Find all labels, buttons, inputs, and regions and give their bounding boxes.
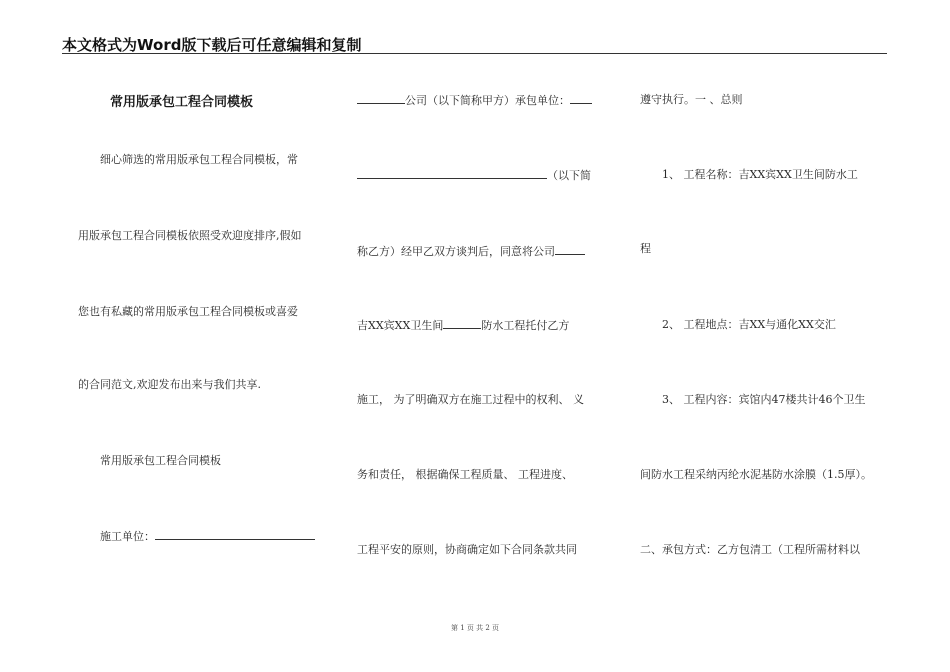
col3-line-7: 二、承包方式：乙方包清工（工程所需材料以 [640,543,860,556]
header-title: 本文格式为Word版下载后可任意编辑和复制 [62,36,362,54]
intro-line-4: 的合同范文,欢迎发布出来与我们共享. [78,378,261,391]
col2-line-7: 工程平安的原则，协商确定如下合同条款共同 [357,543,577,556]
col2-line-4-part1: 吉XX宾XX卫生间 [357,319,444,332]
col2-line-2-text: （以下简 [547,169,591,182]
col2-line-3-text: 称乙方）经甲乙双方谈判后，同意将公司 [357,245,555,258]
col3-line-3: 程 [640,242,651,255]
col3-line-6: 间防水工程采纳丙纶水泥基防水涂膜（1.5厚）。 [640,468,872,481]
col3-line-4: 2、 工程地点：吉XX与通化XX交汇 [662,318,836,331]
col2-line-3 [357,244,585,259]
column-1 [78,0,328,620]
company-blank [357,93,405,104]
col2-line-1 [357,93,592,108]
col2-line-4-part2: 防水工程托付乙方 [481,319,570,332]
contractor-line [100,529,315,544]
document-title: 常用版承包工程合同模板 [110,95,254,110]
intro-line-2: 用版承包工程合同模板依照受欢迎度排序,假如 [78,229,302,242]
project-blank [443,318,481,329]
intro-line-1: 细心筛选的常用版承包工程合同模板，常 [100,153,298,166]
col2-line-1-text: 公司（以下简称甲方）承包单位： [405,94,570,107]
col2-line-6: 务和责任， 根据确保工程质量、 工程进度、 [357,468,573,481]
intro-line-3: 您也有私藏的常用版承包工程合同模板或喜爱 [78,305,298,318]
contractor-blank [155,529,315,540]
col2-line-4 [357,318,569,333]
col3-line-2: 1、 工程名称：吉XX宾XX卫生间防水工 [662,168,858,181]
contractor-unit-blank [570,93,592,104]
column-3 [640,0,900,620]
col3-line-1: 遵守执行。一 、总则 [640,93,743,106]
party-b-blank [357,168,547,179]
company-name-blank [555,244,585,255]
contractor-label: 施工单位： [100,530,155,543]
page-number: 第 1 页 共 2 页 [450,624,500,632]
col2-line-5: 施工， 为了明确双方在施工过程中的权利、 义 [357,393,584,406]
subtitle-line: 常用版承包工程合同模板 [100,454,221,467]
col3-line-5: 3、 工程内容：宾馆内47楼共计46个卫生 [662,393,866,406]
column-2 [357,0,612,620]
col2-line-2 [357,168,591,183]
